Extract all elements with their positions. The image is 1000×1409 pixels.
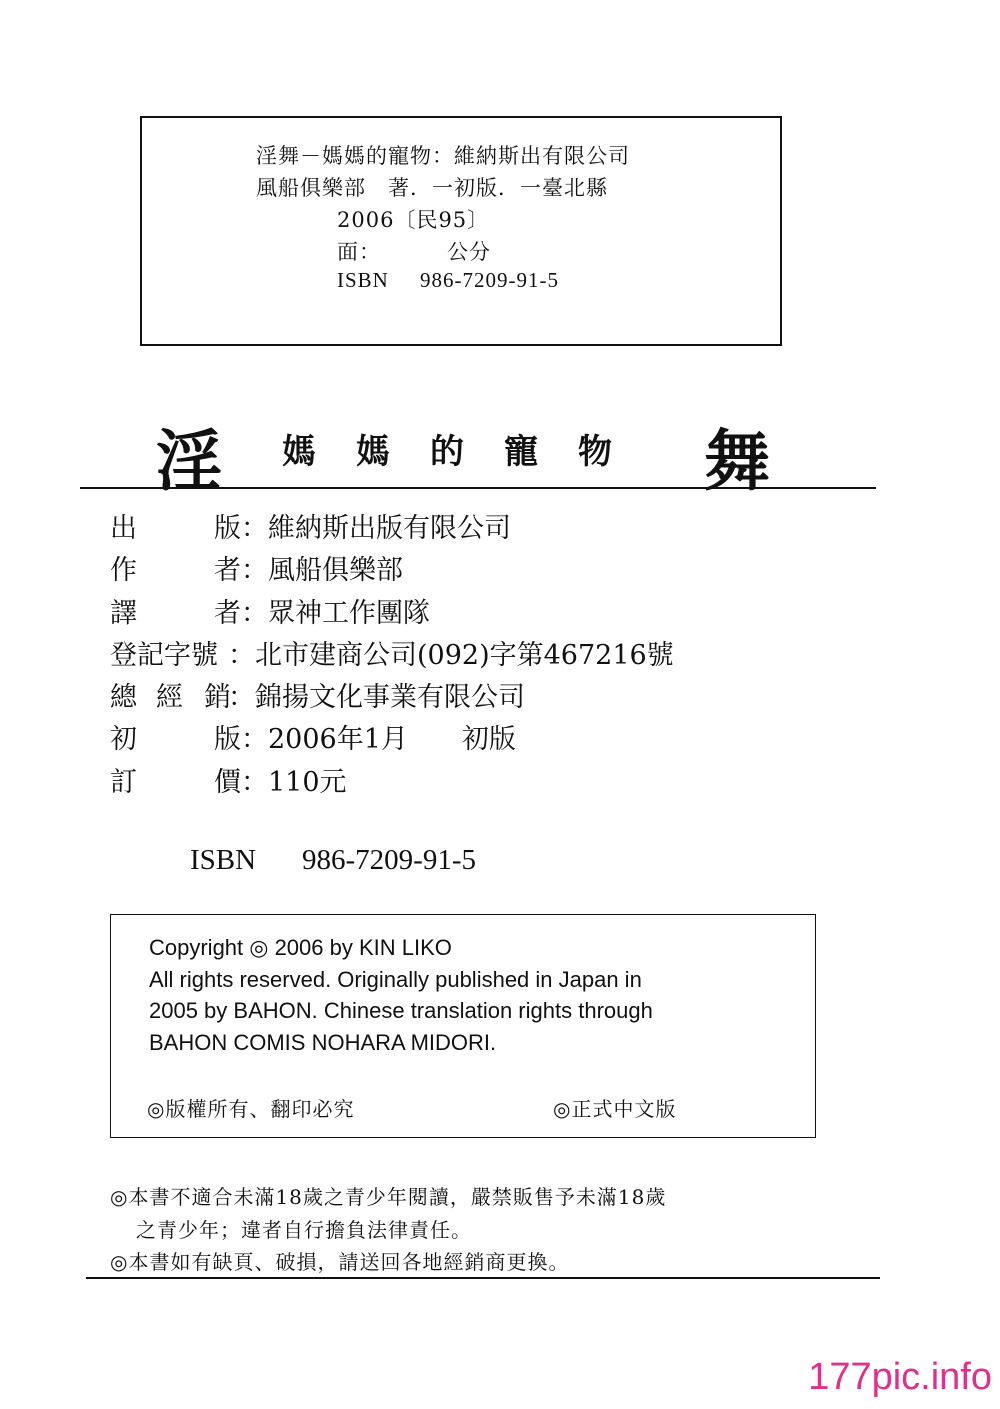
rights-reserved-mark: ◎版權所有、翻印必究: [147, 1097, 355, 1121]
note-age-restriction: ◎本書不適合未滿18歲之青少年閱讀，嚴禁販售予未滿18歲: [110, 1185, 667, 1209]
cip-isbn-label: ISBN: [337, 268, 389, 292]
title-char-1: 淫: [156, 422, 222, 500]
field-label-char: 者: [214, 598, 241, 629]
copyright-line-2: All rights reserved. Originally published in Japan in: [149, 967, 642, 992]
official-edition-mark: ◎正式中文版: [553, 1097, 677, 1121]
field-value: ：維納斯出版有限公司: [241, 513, 511, 544]
title-char-2: 舞: [704, 422, 770, 500]
cip-isbn-value: 986-7209-91-5: [420, 268, 559, 292]
field-label-char: 總: [110, 682, 137, 713]
field-value: ：北市建商公司(092)字第467216號: [228, 640, 674, 671]
title-divider: [80, 487, 876, 489]
field-label-char: 版: [214, 513, 241, 544]
field-label-char: 者: [214, 555, 241, 586]
field-label-char: 作: [110, 555, 137, 586]
bottom-divider: [86, 1277, 880, 1279]
isbn-value: 986-7209-91-5: [302, 844, 476, 876]
title-sub-4: 寵: [504, 432, 538, 472]
copyright-line-1: Copyright ◎ 2006 by KIN LIKO: [149, 935, 452, 960]
note-defects: ◎本書如有缺頁、破損，請送回各地經銷商更換。: [110, 1250, 570, 1274]
copyright-box: [110, 914, 816, 1138]
cip-line-2: 風船俱樂部 著．一初版．一臺北縣: [256, 176, 608, 200]
field-label-char: 經: [156, 682, 183, 713]
copyright-line-4: BAHON COMIS NOHARA MIDORI.: [149, 1030, 497, 1055]
field-label-char: 初: [110, 724, 137, 755]
field-label-char: 譯: [110, 598, 137, 629]
field-label-char: 價: [214, 767, 241, 798]
field-value: ：眾神工作團隊: [241, 598, 430, 629]
title-sub-1: 媽: [282, 432, 316, 472]
cip-line-4-unit: 公分: [447, 240, 491, 264]
isbn-label: ISBN: [190, 844, 257, 876]
title-sub-5: 物: [578, 432, 612, 472]
title-sub-2: 媽: [356, 432, 390, 472]
note-age-restriction-cont: 之青少年；違者自行擔負法律責任。: [136, 1218, 472, 1242]
field-label-char: 版: [214, 724, 241, 755]
field-label-char: 出: [110, 513, 137, 544]
field-label-char: 訂: [110, 767, 137, 798]
field-value: ：2006年1月 初版: [241, 724, 516, 755]
field-value: ：風船俱樂部: [241, 555, 403, 586]
site-watermark: 177pic.info: [808, 1356, 992, 1398]
field-value: ：錦揚文化事業有限公司: [228, 682, 525, 713]
cip-line-4-label: 面：: [337, 240, 381, 264]
cip-line-1: 淫舞－媽媽的寵物：維納斯出有限公司: [256, 144, 630, 168]
cip-line-3: 2006〔民95〕: [337, 208, 490, 232]
cip-box: [140, 116, 782, 346]
field-label-char: 銷: [204, 682, 231, 713]
field-value: ：110元: [241, 767, 347, 798]
copyright-line-3: 2005 by BAHON. Chinese translation rights through: [149, 998, 653, 1023]
title-sub-3: 的: [430, 432, 464, 472]
field-label-char: 登記字號: [110, 640, 218, 671]
